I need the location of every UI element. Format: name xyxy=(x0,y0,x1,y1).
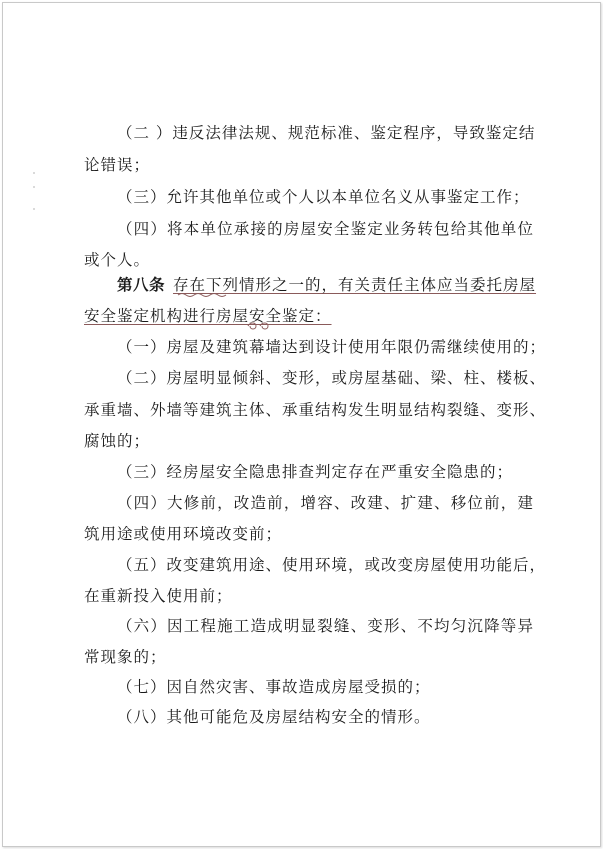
article-8-line-2 xyxy=(84,305,534,327)
item-2-line-2: 论错误； xyxy=(84,156,151,174)
scan-speck xyxy=(33,186,35,188)
case-2-line-1: （二）房屋明显倾斜、变形，或房屋基础、梁、柱、楼板、 xyxy=(117,369,547,387)
item-3-line-1: （三）允许其他单位或个人以本单位名义从事鉴定工作； xyxy=(117,188,530,206)
scan-speck xyxy=(33,172,35,174)
item-4-line-1: （四）将本单位承接的房屋安全鉴定业务转包给其他单位 xyxy=(117,220,534,238)
article-8-title: 第八条 xyxy=(117,276,166,294)
case-4-line-1: （四）大修前，改造前，增容、改建、扩建、移位前，建 xyxy=(117,494,534,512)
scan-speck xyxy=(33,208,35,210)
case-4-line-2: 筑用途或使用环境改变前； xyxy=(84,525,283,543)
case-2-line-3: 腐蚀的； xyxy=(84,432,151,450)
item-2-line-1: （二 ）违反法律法规、规范标准、鉴定程序，导致鉴定结 xyxy=(117,124,536,142)
case-1-line-1: （一）房屋及建筑幕墙达到设计使用年限仍需继续使用的； xyxy=(117,338,547,356)
article-8-text-1: 存在下列情形之一的，有关责任主体应当委托房屋 xyxy=(173,276,537,294)
case-3-line-1: （三）经房屋安全隐患排查判定存在严重安全隐患的； xyxy=(117,463,514,481)
case-8-line-1: （八）其他可能危及房屋结构安全的情形。 xyxy=(117,708,431,726)
case-2-line-2: 承重墙、外墙等建筑主体、承重结构发生明显结构裂缝、变形、 xyxy=(84,401,547,419)
case-5-line-1: （五）改变建筑用途、使用环境，或改变房屋使用功能后， xyxy=(117,556,547,574)
item-4-line-2: 或个人。 xyxy=(84,251,151,269)
article-8-line-1 xyxy=(117,274,537,296)
case-5-line-2: 在重新投入使用前； xyxy=(84,587,233,605)
case-7-line-1: （七）因自然灾害、事故造成房屋受损的； xyxy=(117,678,431,696)
case-6-line-2: 常现象的； xyxy=(84,648,167,666)
case-6-line-1: （六）因工程施工造成明显裂缝、变形、不均匀沉降等异 xyxy=(117,617,534,635)
article-8-text-2: 安全鉴定机构进行房屋安全鉴定： xyxy=(84,307,332,325)
